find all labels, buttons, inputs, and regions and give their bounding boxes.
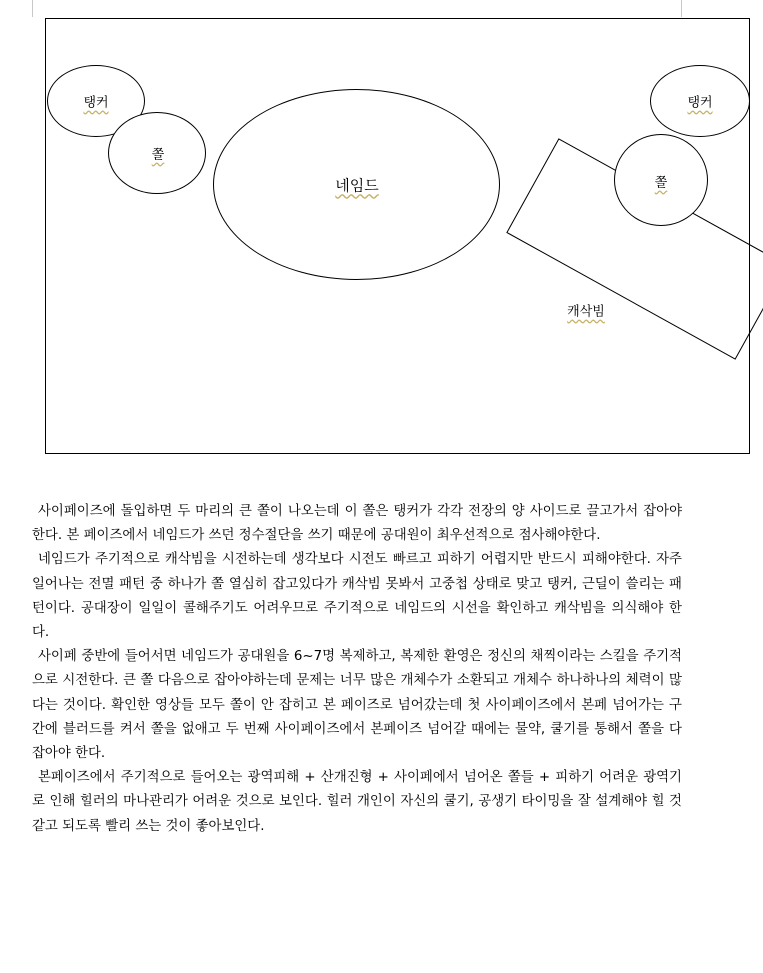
zol-right-label: 쫄 — [654, 175, 668, 191]
boss-diagram — [45, 18, 750, 454]
tank-left-label: 탱커 — [83, 95, 109, 111]
strategy-text — [32, 500, 682, 839]
paragraph-1: 사이페이즈에 돌입하면 두 마리의 큰 쫄이 나오는데 이 쫄은 탱커가 각각 전장의 양 사이드로 끌고가서 잡아야한다. 본 페이즈에서 네임드가 쓰던 정수절단을 쓰기 때문에 공대원이 최우선적으로 점사해야한다. — [32, 504, 682, 544]
page-corner-mark-right-v — [681, 0, 682, 17]
tank-right-label: 탱커 — [687, 95, 713, 111]
boss-label: 네임드 — [335, 176, 379, 195]
page-corner-mark-left-v — [32, 0, 33, 17]
zol-left-label: 쫄 — [151, 147, 165, 163]
paragraph-3: 사이페 중반에 들어서면 네임드가 공대원을 6~7명 복제하고, 복제한 환영은 정신의 채찍이라는 스킬을 주기적으로 시전한다. 큰 쫄 다음으로 잡아야하는데 문제는 너무 많은 개체수가 소환되고 개체수 하나하나의 체력이 많다는 것이다. 확인한 영상들 모두 쫄이 안 잡히고 본 페이즈로 넘어갔는데 첫 사이페이즈에서 본페 넘어가는 구간에 블러드를 켜서 쫄을 없애고 두 번째 사이페이즈에서 본페이즈 넘어갈 때에는 물약, 쿨기를 통해서 쫄을 다 잡아야 한다. — [32, 649, 682, 762]
beam-label: 캐삭빔 — [567, 304, 605, 320]
paragraph-2: 네임드가 주기적으로 캐삭빔을 시전하는데 생각보다 시전도 빠르고 피하기 어렵지만 반드시 피해야한다. 자주 일어나는 전멸 패턴 중 하나가 쫄 열심히 잡고있다가 캐삭빔 못봐서 고중첩 상태로 맞고 탱커, 근딜이 쓸리는 패턴이다. 공대장이 일일이 콜해주기도 어려우므로 주기적으로 네임드의 시선을 확인하고 캐삭빔을 의식해야 한다. — [32, 552, 682, 641]
paragraph-4: 본페이즈에서 주기적으로 들어오는 광역피해 + 산개진형 + 사이페에서 넘어온 쫄들 + 피하기 어려운 광역기로 인해 힐러의 마나관리가 어려운 것으로 보인다. 힐러 개인이 자신의 쿨기, 공생기 타이밍을 잘 설계해야 힐 것 같고 되도록 빨리 쓰는 것이 좋아보인다. — [32, 770, 682, 834]
